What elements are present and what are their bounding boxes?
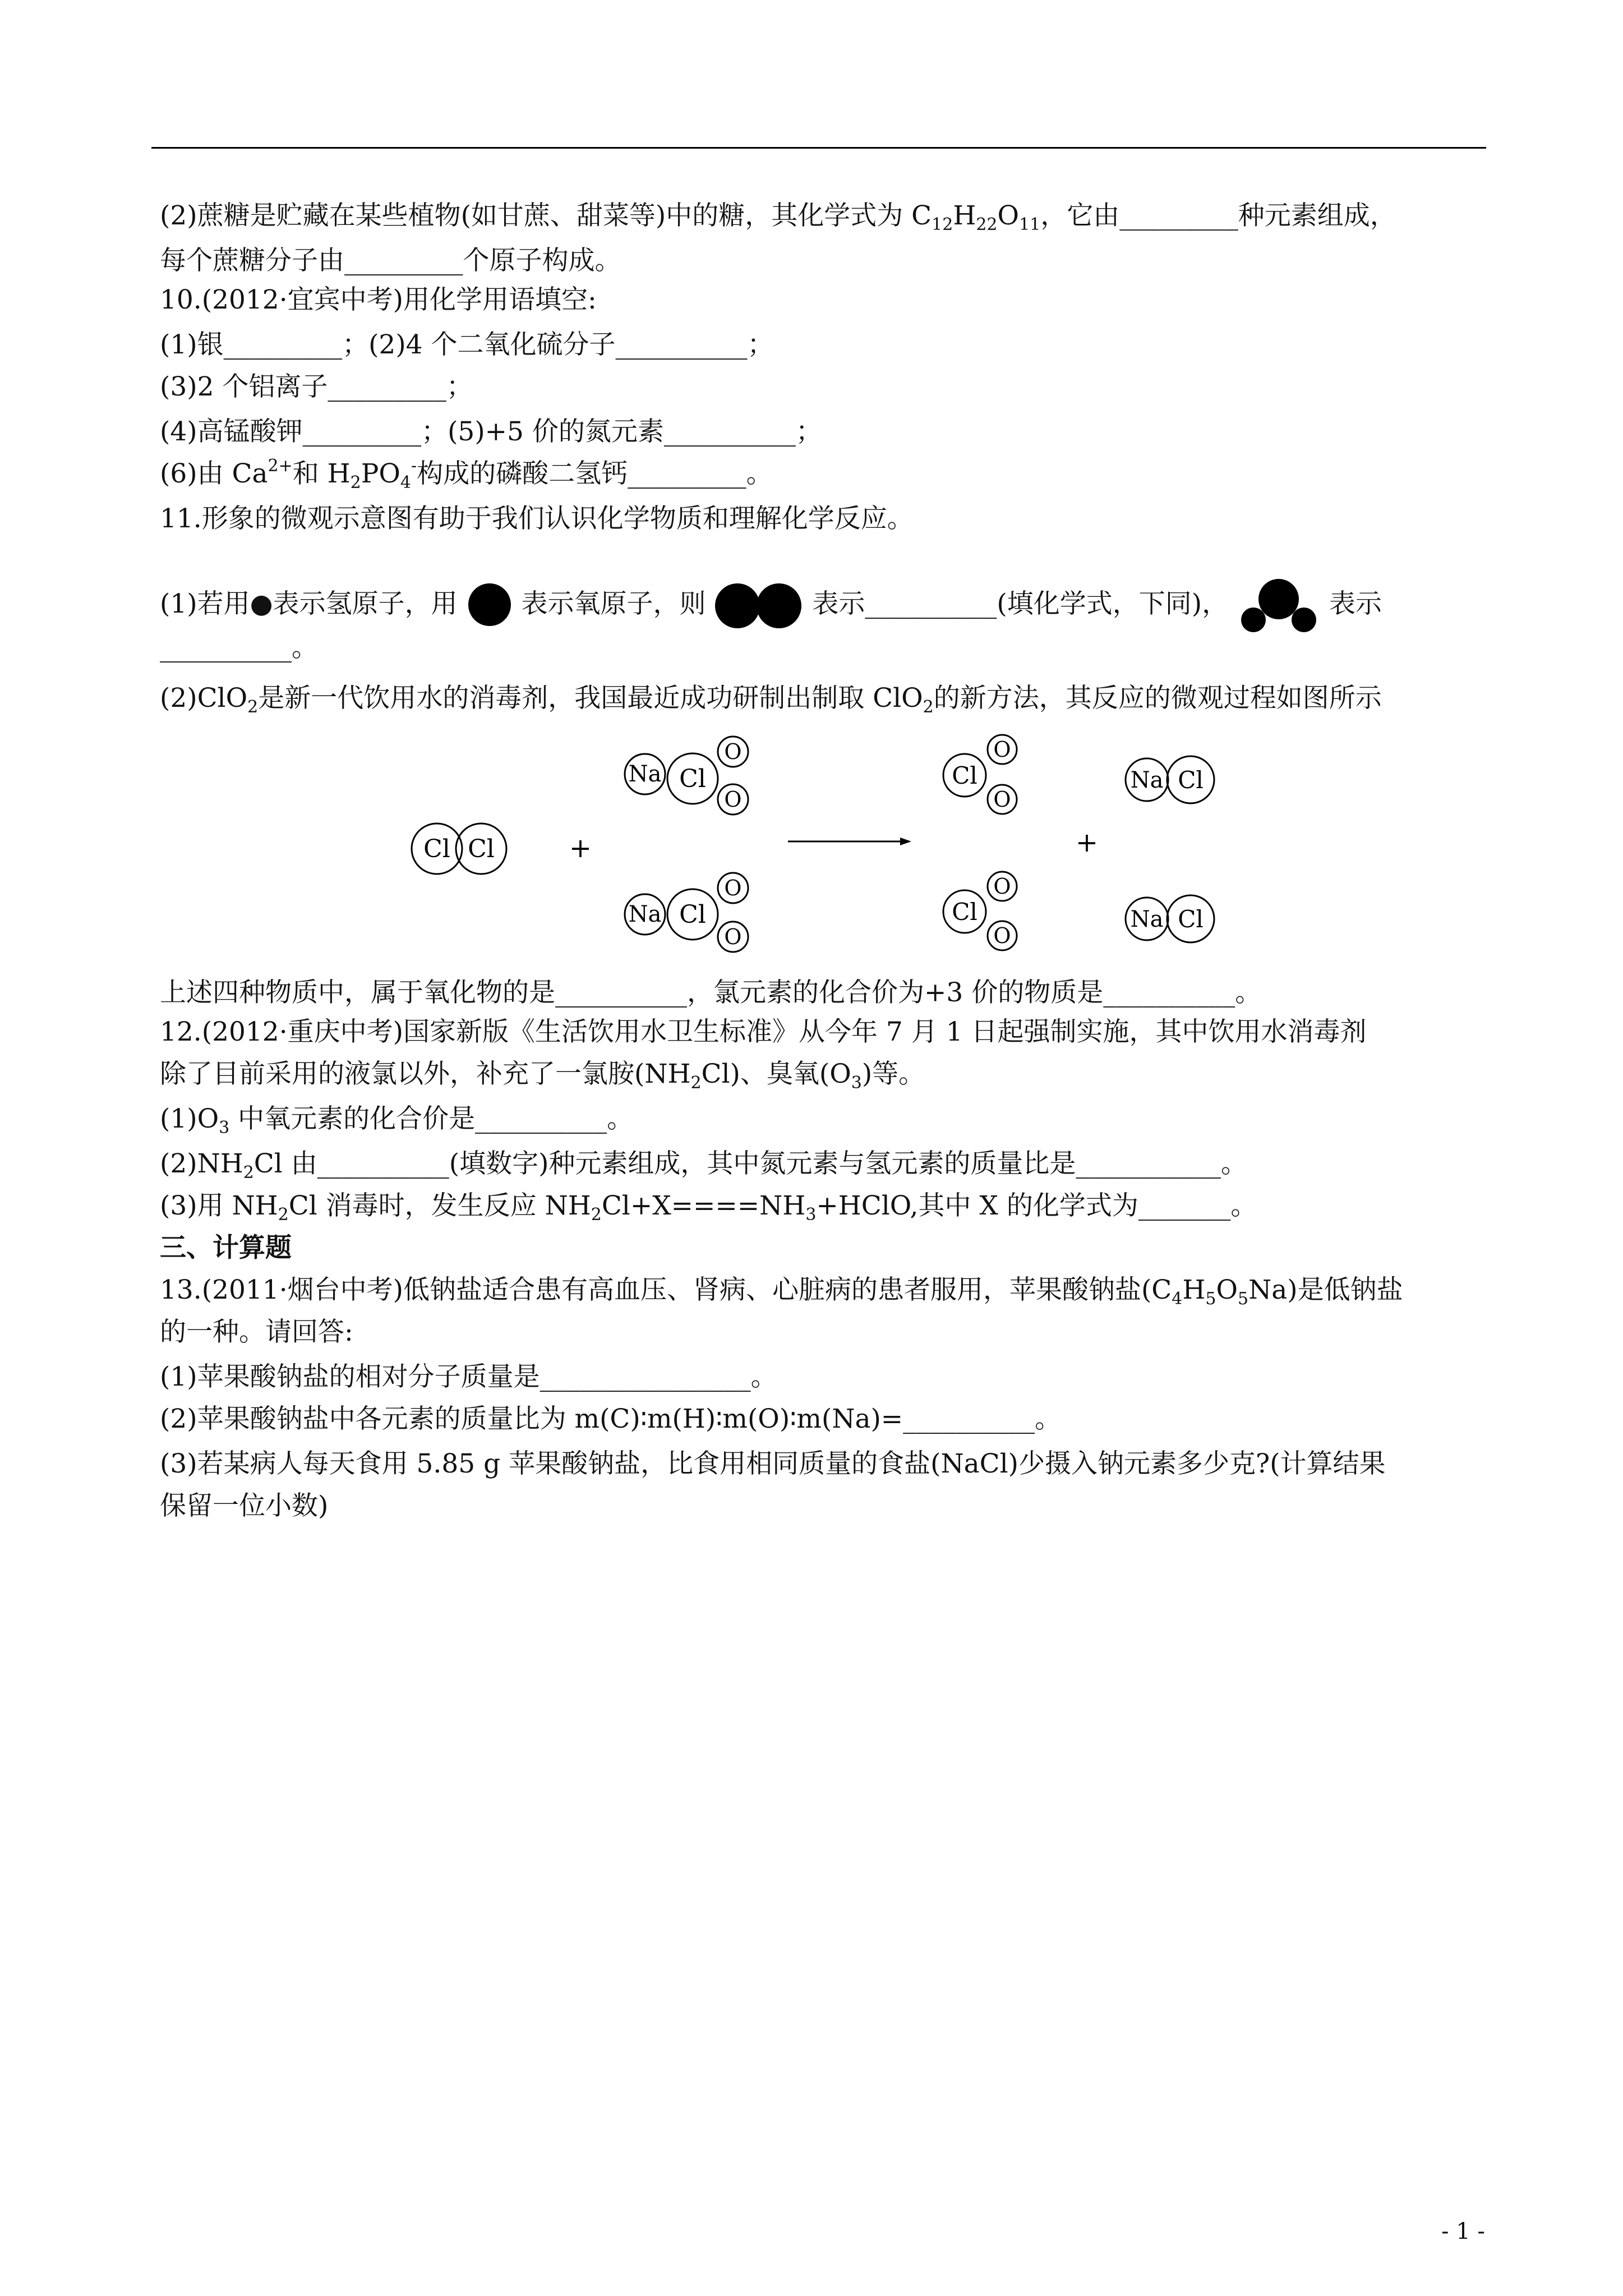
q10-line2: (3)2 个铝离子_________； [160,371,473,402]
atom-label: Cl [423,835,450,863]
q9-part2-line1: (2)蔗糖是贮藏在某些植物(如甘蔗、甜菜等)中的糖，其化学式为 $C_{12}H_{22}O_{11}$，它由_________种元素组成， [160,200,1396,234]
q11-part2-question: 上述四种物质中，属于氧化物的是__________，氯元素的化合价为+3 价的物质是__________。 [160,977,1262,1008]
atom-label: O [993,874,1011,899]
reaction-arrow [788,838,911,845]
chlorine-dioxide-molecule-bottom [943,872,1017,950]
q12-title-line2: 除了目前采用的液氯以外，补充了一氯胺$(NH_2Cl)$、臭氧$(O_3)$等。 [160,1059,925,1093]
sodium-chloride-molecule-top [1126,756,1214,803]
plus-sign: + [1075,827,1099,858]
q10-line3: (4)高锰酸钾_________；(5)+5 价的氮元素__________； [160,416,822,447]
atom-label: O [724,787,742,812]
oxygen-molecule-icon [714,581,804,631]
atom-label: Cl [952,762,978,789]
q12-line2: $(2)NH_2Cl$ 由__________(填数字)种元素组成，其中氮元素与氢元素的质量比是___________。 [160,1148,1247,1182]
q10-line4: (6)由 $Ca^{2+}$和 $H_2PO_4^-$构成的磷酸二氢钙_________。 [160,456,773,493]
q11-part1-line2: __________。 [160,632,318,663]
oxygen-atom-icon [466,582,513,629]
sodium-chlorite-molecule-top [625,737,748,815]
atom-label: O [993,787,1011,812]
atom-label: Na [1130,767,1164,793]
atom-label: Cl [1178,905,1204,933]
q11-part2-line1: (2)ClO$_2$是新一代饮用水的消毒剂，我国最近成功研制出制取 ClO$_2$的新方法，其反应的微观过程如图所示 [160,683,1382,717]
atom-label: Cl [679,765,706,793]
chlorine-molecule [412,823,506,874]
atom-label: Cl [468,835,495,863]
sodium-chlorite-molecule-bottom [625,873,748,952]
q11-title: 11.形象的微观示意图有助于我们认识化学物质和理解化学反应。 [160,503,914,534]
atom-label: Cl [1178,766,1204,794]
q12-line3: (3)用 $NH_2Cl$ 消毒时，发生反应 $NH_2Cl+X====NH_3+HClO$,其中 X 的化学式为_______。 [160,1190,1257,1225]
reaction-diagram [393,729,1262,965]
q11-part1-line1: (1)若用●表示氢原子，用 表示氧原子，则 表示__________(填化学式，下同)， 表示 [160,578,1382,634]
atom-label: Na [628,901,662,927]
q13-line4: 保留一位小数) [160,1490,329,1521]
atom-label: O [724,739,742,764]
q13-line2: (2)苹果酸钠盐中各元素的质量比为 m(C)∶m(H)∶m(O)∶m(Na)=__________。 [160,1404,1062,1434]
q10-title: 10.(2012·宜宾中考)用化学用语填空: [160,284,597,315]
q12-line1: $(1)O_3$ 中氧元素的化合价是__________。 [160,1103,634,1138]
q13-title-line2: 的一种。请回答: [160,1317,353,1347]
atom-label: O [724,924,742,949]
q9-part2-line2: 每个蔗糖分子由_________个原子构成。 [160,245,621,276]
atom-label: O [724,876,742,900]
atom-label: Na [628,761,662,787]
atom-label: Cl [952,898,978,926]
q10-line1: (1)银_________；(2)4 个二氧化硫分子__________； [160,329,774,360]
atom-label: O [993,923,1011,948]
q13-line3: (3)若某病人每天食用 5.85 g 苹果酸钠盐，比食用相同质量的食盐(NaCl)少摄入钠元素多少克?(计算结果 [160,1448,1386,1479]
chlorine-dioxide-molecule-top [943,735,1017,814]
q12-title-line1: 12.(2012·重庆中考)国家新版《生活饮用水卫生标准》从今年 7 月 1 日起强制实施，其中饮用水消毒剂 [160,1016,1367,1047]
q13-line1: (1)苹果酸钠盐的相对分子质量是________________。 [160,1361,777,1392]
page-number: - 1 - [1441,2219,1485,2244]
plus-sign: + [569,832,592,864]
header-rule [151,147,1486,149]
atom-label: Cl [679,900,706,929]
sodium-chloride-molecule-bottom [1126,895,1214,942]
water-molecule-icon [1237,578,1321,634]
atom-label: Na [1130,907,1164,932]
q13-title-line1: 13.(2011·烟台中考)低钠盐适合患有高血压、肾病、心脏病的患者服用，苹果酸钠盐$(C_4H_5O_5Na)$是低钠盐 [160,1274,1403,1309]
atom-label: O [993,737,1011,762]
section-title: 三、计算题 [160,1232,292,1263]
